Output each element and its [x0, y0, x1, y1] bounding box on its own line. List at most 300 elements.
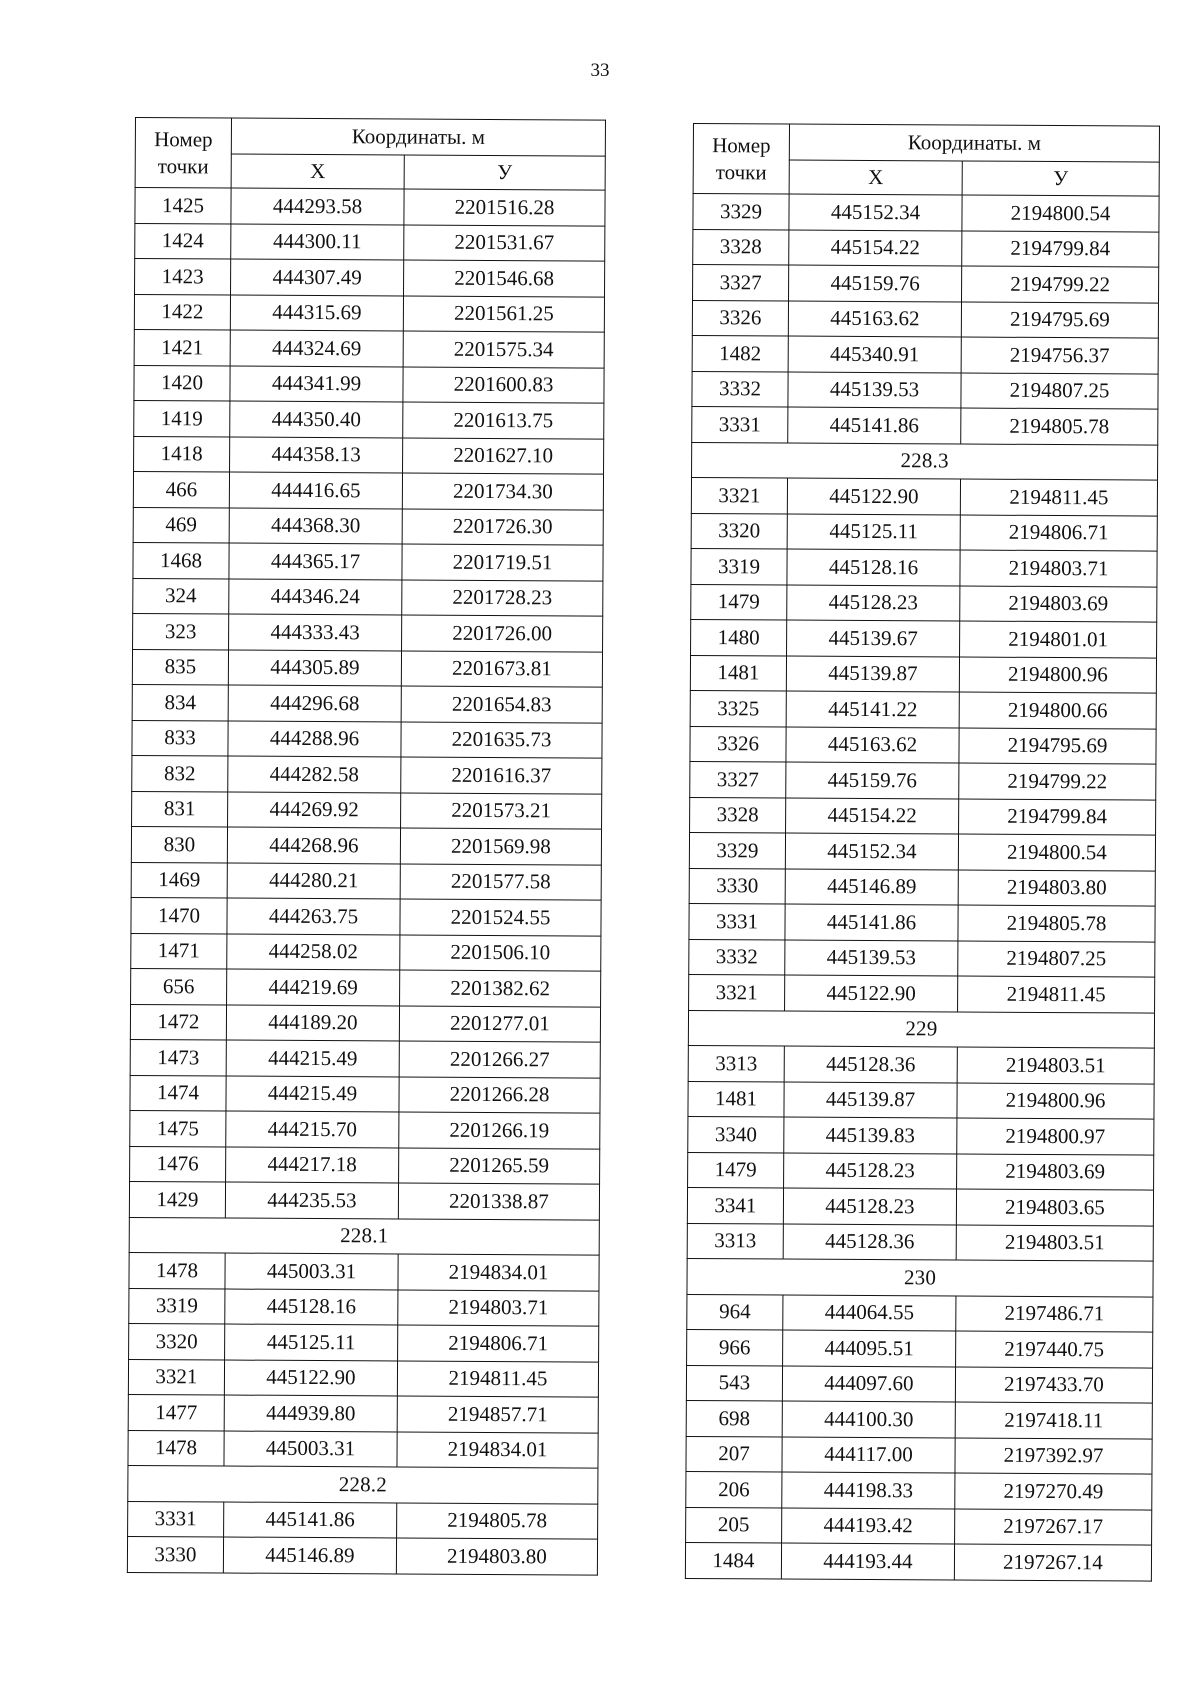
x-coordinate-cell: 444368.30: [229, 508, 402, 544]
table-row: [134, 400, 604, 438]
x-coordinate-cell: 444300.11: [231, 224, 404, 260]
y-coordinate-cell: 2201734.30: [402, 473, 603, 510]
point-number-cell: 1472: [130, 1004, 226, 1040]
point-number-cell: 1424: [135, 223, 231, 259]
x-coordinate-cell: 445146.89: [785, 869, 958, 905]
point-number-cell: 543: [686, 1365, 782, 1401]
x-coordinate-cell: 444100.30: [782, 1401, 955, 1437]
table-row: [129, 1288, 599, 1326]
x-coordinate-cell: 445159.76: [789, 265, 962, 301]
x-coordinate-cell: 445154.22: [789, 230, 962, 266]
y-coordinate-cell: 2197392.97: [955, 1437, 1152, 1474]
table-row: [690, 690, 1156, 728]
point-number-header-line1: Номер: [154, 127, 213, 152]
point-number-cell: 1421: [134, 329, 230, 365]
point-number-cell: 3320: [691, 513, 787, 549]
section-row: [129, 1217, 599, 1255]
point-number-cell: 1469: [131, 862, 227, 898]
x-coordinate-cell: 444416.65: [229, 472, 402, 508]
y-coordinate-cell: 2201506.10: [400, 934, 601, 971]
point-number-cell: 3332: [689, 939, 785, 975]
y-coordinate-cell: 2194799.22: [959, 763, 1156, 800]
x-column-header: Х: [231, 154, 404, 189]
y-coordinate-cell: 2201627.10: [403, 438, 604, 475]
y-coordinate-cell: 2201726.00: [402, 615, 603, 652]
table-row: [130, 1039, 600, 1077]
x-column-header: Х: [789, 160, 962, 195]
x-coordinate-cell: 444215.70: [226, 1111, 399, 1147]
x-coordinate-cell: 445141.86: [785, 904, 958, 940]
point-number-cell: 1481: [688, 1081, 784, 1117]
table-row: [135, 259, 605, 297]
y-coordinate-cell: 2201266.27: [399, 1041, 600, 1078]
table-row: [692, 406, 1158, 444]
y-coordinate-cell: 2194795.69: [961, 302, 1158, 339]
y-coordinate-cell: 2194800.96: [957, 1082, 1154, 1119]
point-number-cell: 3340: [688, 1116, 784, 1152]
table-row: [687, 1294, 1153, 1332]
table-row: [132, 755, 602, 793]
coordinates-header: Координаты. м: [789, 124, 1159, 162]
x-coordinate-cell: 445128.16: [787, 549, 960, 585]
y-coordinate-cell: 2201338.87: [398, 1183, 599, 1220]
x-coordinate-cell: 445122.90: [787, 478, 960, 514]
point-number-cell: 3331: [128, 1501, 224, 1537]
point-number-cell: 3329: [693, 194, 789, 230]
table-body: [685, 194, 1159, 1581]
x-coordinate-cell: 445128.36: [783, 1224, 956, 1260]
table-row: [691, 513, 1157, 551]
point-number-cell: 1481: [690, 655, 786, 691]
table-row: [686, 1365, 1152, 1403]
x-coordinate-cell: 444293.58: [231, 188, 404, 224]
table-row: [129, 1181, 599, 1219]
x-coordinate-cell: 445003.31: [224, 1431, 397, 1467]
x-coordinate-cell: 445128.36: [784, 1046, 957, 1082]
table-row: [687, 1223, 1153, 1261]
table-row: [692, 335, 1158, 373]
section-row: [692, 442, 1158, 480]
x-coordinate-cell: 444341.99: [230, 366, 403, 402]
point-number-cell: 323: [133, 613, 229, 649]
y-coordinate-cell: 2194834.01: [398, 1254, 599, 1291]
table-row: [132, 720, 602, 758]
y-coordinate-cell: 2194803.71: [960, 550, 1157, 587]
y-coordinate-cell: 2194800.96: [959, 656, 1156, 693]
y-coordinate-cell: 2194799.84: [962, 231, 1159, 268]
x-coordinate-cell: 445154.22: [786, 798, 959, 834]
y-coordinate-cell: 2194807.25: [961, 373, 1158, 410]
x-coordinate-cell: 444939.80: [224, 1395, 397, 1431]
x-coordinate-cell: 445139.53: [785, 940, 958, 976]
point-number-header: [693, 124, 789, 195]
point-number-cell: 3326: [692, 300, 788, 336]
y-coordinate-cell: 2201600.83: [403, 367, 604, 404]
x-coordinate-cell: 445125.11: [787, 514, 960, 550]
y-coordinate-cell: 2194795.69: [959, 727, 1156, 764]
point-number-cell: 834: [132, 684, 228, 720]
y-coordinate-cell: 2201719.51: [402, 544, 603, 581]
point-number-cell: 966: [687, 1329, 783, 1365]
point-number-cell: 1418: [134, 436, 230, 472]
point-number-cell: 3332: [692, 371, 788, 407]
point-number-cell: 1477: [128, 1394, 224, 1430]
coordinates-table-left: [127, 117, 606, 1575]
point-number-cell: 3331: [689, 903, 785, 939]
table-row: [130, 1110, 600, 1148]
point-number-cell: 3328: [690, 797, 786, 833]
point-number-cell: 656: [131, 968, 227, 1004]
x-coordinate-cell: 444324.69: [230, 330, 403, 366]
y-coordinate-cell: 2201613.75: [403, 402, 604, 439]
table-row: [688, 1081, 1154, 1119]
table-row: [134, 294, 604, 332]
point-number-cell: 830: [131, 826, 227, 862]
point-number-cell: 3313: [688, 1045, 784, 1081]
x-coordinate-cell: 444095.51: [783, 1330, 956, 1366]
point-number-cell: 3328: [693, 229, 789, 265]
table-row: [133, 471, 603, 509]
point-number-cell: 1468: [133, 542, 229, 578]
y-coordinate-cell: 2201266.19: [399, 1112, 600, 1149]
y-coordinate-cell: 2194756.37: [961, 337, 1158, 374]
table-row: [128, 1430, 598, 1468]
table-row: [691, 584, 1157, 622]
table-row: [131, 897, 601, 935]
point-number-cell: 466: [133, 471, 229, 507]
table-row: [134, 436, 604, 474]
point-number-cell: 3331: [692, 406, 788, 442]
table-row: [135, 223, 605, 261]
y-coordinate-cell: 2194801.01: [960, 621, 1157, 658]
y-coordinate-cell: 2194857.71: [397, 1396, 598, 1433]
x-coordinate-cell: 444219.69: [227, 969, 400, 1005]
table-row: [132, 791, 602, 829]
y-coordinate-cell: 2201635.73: [401, 721, 602, 758]
y-coordinate-cell: 2201654.83: [401, 686, 602, 723]
x-coordinate-cell: 444296.68: [228, 685, 401, 721]
point-number-cell: 324: [133, 578, 229, 614]
section-row: [688, 1010, 1154, 1048]
y-coordinate-cell: 2194807.25: [958, 940, 1155, 977]
point-number-cell: 3313: [687, 1223, 783, 1259]
table-row: [131, 933, 601, 971]
y-coordinate-cell: 2194803.69: [957, 1153, 1154, 1190]
x-coordinate-cell: 444258.02: [227, 934, 400, 970]
point-number-cell: 205: [686, 1507, 782, 1543]
x-coordinate-cell: 445139.87: [784, 1082, 957, 1118]
x-coordinate-cell: 444215.49: [226, 1040, 399, 1076]
x-coordinate-cell: 444189.20: [226, 1005, 399, 1041]
y-coordinate-cell: 2194800.97: [957, 1118, 1154, 1155]
table-row: [690, 726, 1156, 764]
point-number-cell: 3330: [127, 1536, 223, 1572]
point-number-cell: 3329: [689, 832, 785, 868]
y-coordinate-cell: 2201382.62: [400, 970, 601, 1007]
point-number-cell: 3341: [687, 1187, 783, 1223]
y-coordinate-cell: 2201266.28: [399, 1076, 600, 1113]
y-coordinate-cell: 2194803.80: [396, 1538, 597, 1575]
y-coordinate-cell: 2201673.81: [401, 650, 602, 687]
x-coordinate-cell: 444346.24: [229, 579, 402, 615]
section-label: 230: [687, 1258, 1153, 1296]
y-coordinate-cell: 2194800.66: [959, 692, 1156, 729]
point-number-cell: 1425: [135, 188, 231, 224]
table-row: [687, 1187, 1153, 1225]
point-number-cell: 1484: [685, 1542, 781, 1578]
section-label: 228.1: [129, 1217, 599, 1255]
x-coordinate-cell: 445128.23: [784, 1153, 957, 1189]
table-row: [133, 542, 603, 580]
x-coordinate-cell: 444097.60: [782, 1366, 955, 1402]
section-label: 228.2: [128, 1465, 598, 1503]
x-coordinate-cell: 445139.83: [784, 1117, 957, 1153]
point-number-cell: 964: [687, 1294, 783, 1330]
x-coordinate-cell: 444263.75: [227, 898, 400, 934]
y-column-header: У: [962, 161, 1159, 196]
point-number-cell: 3321: [128, 1359, 224, 1395]
point-number-cell: 1471: [131, 933, 227, 969]
point-number-cell: 3321: [689, 974, 785, 1010]
table-row: [135, 188, 605, 226]
table-row: [133, 578, 603, 616]
x-coordinate-cell: 445003.31: [225, 1253, 398, 1289]
y-coordinate-cell: 2201516.28: [404, 189, 605, 226]
table-row: [691, 548, 1157, 586]
x-coordinate-cell: 445141.86: [788, 407, 961, 443]
point-number-cell: 1479: [688, 1152, 784, 1188]
y-coordinate-cell: 2201569.98: [400, 828, 601, 865]
x-coordinate-cell: 444235.53: [225, 1182, 398, 1218]
table-row: [132, 649, 602, 687]
x-coordinate-cell: 445146.89: [223, 1537, 396, 1573]
table-row: [691, 619, 1157, 657]
x-coordinate-cell: 445128.23: [783, 1188, 956, 1224]
x-coordinate-cell: 444064.55: [783, 1295, 956, 1331]
x-coordinate-cell: 445139.53: [788, 372, 961, 408]
x-coordinate-cell: 444268.96: [227, 827, 400, 863]
y-column-header: У: [404, 155, 605, 190]
section-label: 228.3: [692, 442, 1158, 480]
table-row: [134, 329, 604, 367]
y-coordinate-cell: 2201277.01: [399, 1005, 600, 1042]
y-coordinate-cell: 2197267.17: [955, 1508, 1152, 1545]
y-coordinate-cell: 2194799.22: [962, 266, 1159, 303]
x-coordinate-cell: 445141.22: [786, 691, 959, 727]
point-number-cell: 1475: [130, 1110, 226, 1146]
table-row: [686, 1507, 1152, 1545]
x-coordinate-cell: 444193.42: [782, 1508, 955, 1544]
y-coordinate-cell: 2201265.59: [399, 1147, 600, 1184]
y-coordinate-cell: 2194800.54: [958, 834, 1155, 871]
x-coordinate-cell: 445128.23: [787, 585, 960, 621]
x-coordinate-cell: 444305.89: [228, 650, 401, 686]
y-coordinate-cell: 2194799.84: [959, 798, 1156, 835]
point-number-cell: 3325: [690, 690, 786, 726]
point-number-cell: 1474: [130, 1075, 226, 1111]
y-coordinate-cell: 2201728.23: [402, 579, 603, 616]
y-coordinate-cell: 2194806.71: [398, 1325, 599, 1362]
table-row: [693, 265, 1159, 303]
x-coordinate-cell: 444358.13: [230, 437, 403, 473]
y-coordinate-cell: 2197486.71: [956, 1295, 1153, 1332]
table-row: [131, 968, 601, 1006]
x-coordinate-cell: 444350.40: [230, 401, 403, 437]
y-coordinate-cell: 2194805.78: [397, 1502, 598, 1539]
table-row: [690, 655, 1156, 693]
y-coordinate-cell: 2194805.78: [961, 408, 1158, 445]
table-row: [689, 903, 1155, 941]
x-coordinate-cell: 444215.49: [226, 1076, 399, 1112]
table-row: [133, 613, 603, 651]
y-coordinate-cell: 2197440.75: [956, 1331, 1153, 1368]
table-row: [129, 1252, 599, 1290]
point-number-cell: 1429: [129, 1181, 225, 1217]
table-row: [693, 194, 1159, 232]
y-coordinate-cell: 2194834.01: [397, 1431, 598, 1468]
x-coordinate-cell: 444217.18: [226, 1147, 399, 1183]
table-row: [688, 1045, 1154, 1083]
table-row: [132, 684, 602, 722]
table-row: [685, 1542, 1151, 1580]
point-number-cell: 831: [132, 791, 228, 827]
point-number-cell: 1480: [691, 619, 787, 655]
x-coordinate-cell: 445163.62: [786, 727, 959, 763]
point-number-cell: 1482: [692, 335, 788, 371]
x-coordinate-cell: 445122.90: [785, 975, 958, 1011]
y-coordinate-cell: 2201531.67: [404, 225, 605, 262]
x-coordinate-cell: 445141.86: [224, 1502, 397, 1538]
y-coordinate-cell: 2194803.80: [958, 869, 1155, 906]
point-number-cell: 3319: [691, 548, 787, 584]
x-coordinate-cell: 445152.34: [789, 194, 962, 230]
point-number-cell: 1423: [135, 259, 231, 295]
point-number-cell: 1479: [691, 584, 787, 620]
y-coordinate-cell: 2201573.21: [401, 792, 602, 829]
point-number-cell: 832: [132, 755, 228, 791]
point-number-cell: 3321: [691, 477, 787, 513]
point-number-cell: 1422: [134, 294, 230, 330]
y-coordinate-cell: 2201524.55: [400, 899, 601, 936]
y-coordinate-cell: 2194805.78: [958, 905, 1155, 942]
point-number-cell: 469: [133, 507, 229, 543]
x-coordinate-cell: 445340.91: [788, 336, 961, 372]
table-row: [687, 1329, 1153, 1367]
x-coordinate-cell: 445122.90: [224, 1360, 397, 1396]
table-row: [128, 1501, 598, 1539]
y-coordinate-cell: 2201561.25: [403, 296, 604, 333]
point-number-header-line1: Номер: [712, 133, 771, 158]
point-number-cell: 1478: [128, 1430, 224, 1466]
table-row: [131, 826, 601, 864]
table-row: [686, 1400, 1152, 1438]
y-coordinate-cell: 2201616.37: [401, 757, 602, 794]
point-number-cell: 1419: [134, 400, 230, 436]
section-row: [128, 1465, 598, 1503]
table-row: [129, 1323, 599, 1361]
y-coordinate-cell: 2194811.45: [960, 479, 1157, 516]
y-coordinate-cell: 2201575.34: [403, 331, 604, 368]
x-coordinate-cell: 445139.87: [786, 656, 959, 692]
x-coordinate-cell: 445163.62: [788, 301, 961, 337]
x-coordinate-cell: 444198.33: [782, 1472, 955, 1508]
point-number-cell: 1470: [131, 897, 227, 933]
x-coordinate-cell: 444117.00: [782, 1437, 955, 1473]
y-coordinate-cell: 2194803.51: [957, 1047, 1154, 1084]
point-number-cell: 3320: [129, 1323, 225, 1359]
table-row: [692, 300, 1158, 338]
y-coordinate-cell: 2201726.30: [402, 508, 603, 545]
x-coordinate-cell: 445139.67: [787, 620, 960, 656]
point-number-cell: 207: [686, 1436, 782, 1472]
point-number-header-line2: точки: [715, 159, 767, 184]
y-coordinate-cell: 2197267.14: [954, 1544, 1151, 1581]
page-number: 33: [590, 60, 610, 81]
x-coordinate-cell: 444280.21: [227, 863, 400, 899]
point-number-cell: 206: [686, 1471, 782, 1507]
point-number-cell: 3330: [689, 868, 785, 904]
x-coordinate-cell: 445128.16: [225, 1289, 398, 1325]
y-coordinate-cell: 2194803.51: [956, 1224, 1153, 1261]
table-row: [133, 507, 603, 545]
point-number-cell: 1473: [130, 1039, 226, 1075]
y-coordinate-cell: 2194803.65: [956, 1189, 1153, 1226]
y-coordinate-cell: 2197270.49: [955, 1473, 1152, 1510]
x-coordinate-cell: 444307.49: [231, 259, 404, 295]
table-row: [128, 1394, 598, 1432]
table-row: [692, 371, 1158, 409]
y-coordinate-cell: 2201577.58: [400, 863, 601, 900]
table-row: [690, 797, 1156, 835]
section-row: [687, 1258, 1153, 1296]
point-number-cell: 3327: [693, 265, 789, 301]
x-coordinate-cell: 444282.58: [228, 756, 401, 792]
table-row: [130, 1075, 600, 1113]
x-coordinate-cell: 445159.76: [786, 762, 959, 798]
point-number-header-line2: точки: [157, 153, 209, 178]
section-label: 229: [688, 1010, 1154, 1048]
y-coordinate-cell: 2197418.11: [955, 1402, 1152, 1439]
x-coordinate-cell: 444365.17: [229, 543, 402, 579]
point-number-cell: 3327: [690, 761, 786, 797]
point-number-cell: 3326: [690, 726, 786, 762]
table-row: [686, 1471, 1152, 1509]
y-coordinate-cell: 2194803.71: [398, 1289, 599, 1326]
point-number-cell: 3319: [129, 1288, 225, 1324]
x-coordinate-cell: 444193.44: [781, 1543, 954, 1579]
y-coordinate-cell: 2194806.71: [960, 514, 1157, 551]
table-row: [691, 477, 1157, 515]
y-coordinate-cell: 2194811.45: [958, 976, 1155, 1013]
table-row: [134, 365, 604, 403]
y-coordinate-cell: 2197433.70: [955, 1366, 1152, 1403]
y-coordinate-cell: 2201546.68: [404, 260, 605, 297]
table-row: [688, 1116, 1154, 1154]
x-coordinate-cell: 444269.92: [228, 792, 401, 828]
x-coordinate-cell: 445152.34: [785, 833, 958, 869]
table-row: [127, 1536, 597, 1574]
point-number-cell: 1476: [130, 1146, 226, 1182]
table-row: [686, 1436, 1152, 1474]
y-coordinate-cell: 2194803.69: [960, 585, 1157, 622]
x-coordinate-cell: 445125.11: [225, 1324, 398, 1360]
y-coordinate-cell: 2194811.45: [397, 1360, 598, 1397]
point-number-cell: 698: [686, 1400, 782, 1436]
point-number-cell: 1420: [134, 365, 230, 401]
point-number-cell: 833: [132, 720, 228, 756]
x-coordinate-cell: 444333.43: [229, 614, 402, 650]
coordinates-header: Координаты. м: [231, 118, 605, 156]
